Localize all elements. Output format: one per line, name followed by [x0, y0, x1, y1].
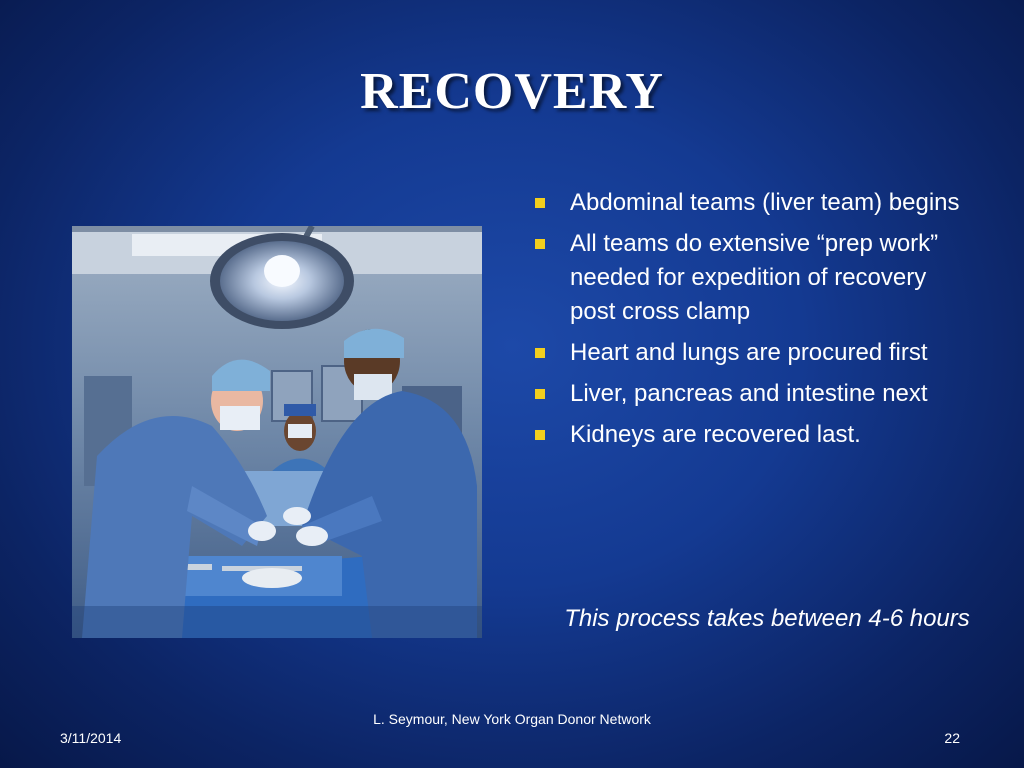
- bullet-item: [530, 186, 970, 220]
- footer-date: 3/11/2014: [60, 730, 122, 746]
- bullet-item: [530, 418, 970, 452]
- square-bullet-icon: [535, 430, 545, 440]
- square-bullet-icon: [535, 348, 545, 358]
- page-number: 22: [944, 730, 960, 746]
- bullet-item: [530, 336, 970, 370]
- bullet-text: Abdominal teams (liver team) begins: [570, 189, 960, 216]
- bullet-list: [530, 186, 970, 459]
- bullet-text: Heart and lungs are procured first: [570, 339, 928, 366]
- surgery-photo: [72, 226, 482, 638]
- bullet-text: Kidneys are recovered last.: [570, 421, 861, 448]
- bullet-item: [530, 227, 970, 329]
- bullet-item: [530, 377, 970, 411]
- square-bullet-icon: [535, 239, 545, 249]
- bullet-text: All teams do extensive “prep work” needed for expedition of recovery post cross clamp: [570, 230, 939, 325]
- footer-author: L. Seymour, New York Organ Donor Network: [373, 711, 651, 727]
- bullet-text: Liver, pancreas and intestine next: [570, 380, 928, 407]
- square-bullet-icon: [535, 198, 545, 208]
- slide-title: RECOVERY: [360, 63, 664, 120]
- square-bullet-icon: [535, 389, 545, 399]
- closing-note: This process takes between 4-6 hours: [564, 605, 970, 632]
